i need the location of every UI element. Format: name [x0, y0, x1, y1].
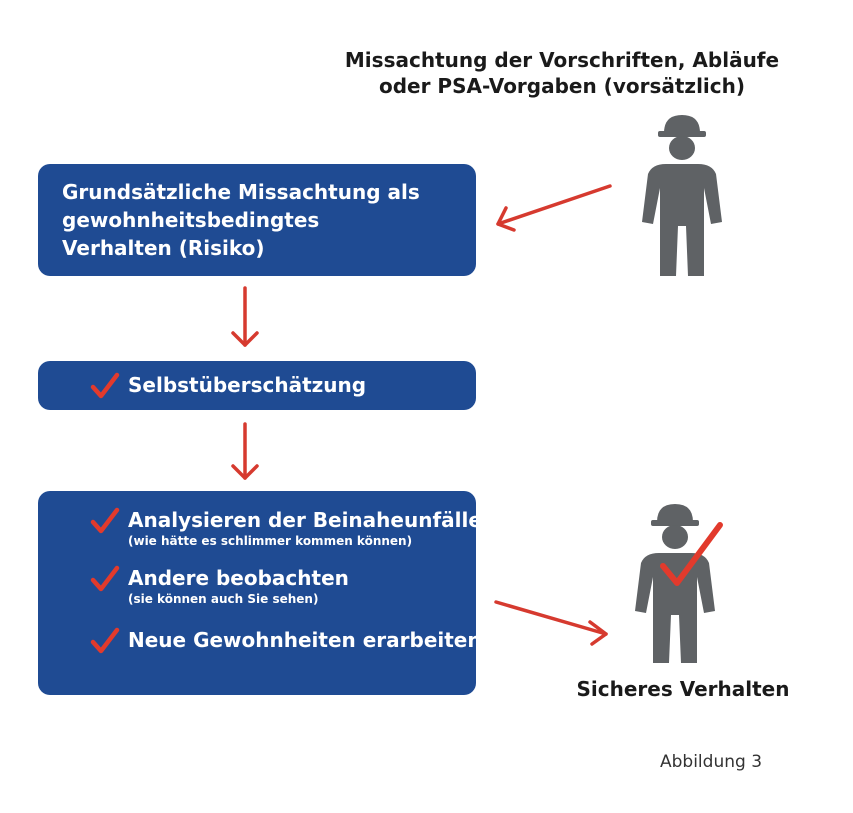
arrow-icon: [233, 424, 257, 478]
remedy-label: Analysieren der Beinaheunfälle: [128, 508, 482, 532]
remedy-label: Andere beobachten: [128, 566, 349, 590]
top-caption-line1: Missachtung der Vorschriften, Abläufe: [344, 48, 780, 72]
top-caption-line2: oder PSA-Vorgaben (vorsätzlich): [378, 74, 746, 98]
remedy-label: Neue Gewohnheiten erarbeiten: [128, 628, 482, 652]
arrow-icon: [496, 602, 606, 644]
box1-line1: Grundsätzliche Missachtung als: [62, 180, 420, 204]
safe-behavior-caption: Sicheres Verhalten: [576, 677, 790, 701]
remedy-sub: (sie können auch Sie sehen): [128, 592, 319, 606]
arrow-icon: [498, 186, 610, 230]
box1-line2: gewohnheitsbedingtes: [62, 208, 320, 232]
arrow-icon: [233, 288, 257, 345]
worker-figure-icon: [642, 115, 722, 276]
box1-line3: Verhalten (Risiko): [62, 236, 265, 260]
figure-label: Abbildung 3: [660, 752, 763, 772]
remedy-sub: (wie hätte es schlimmer kommen können): [128, 534, 413, 548]
overconfidence-label: Selbstüberschätzung: [128, 373, 367, 397]
